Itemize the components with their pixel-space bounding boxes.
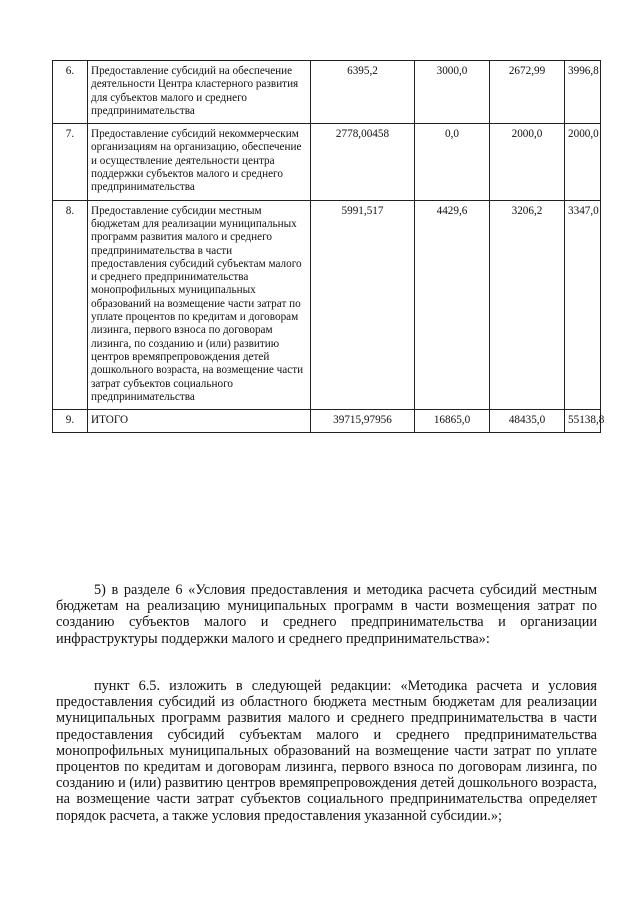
row-value-3: 48435,0 (490, 410, 565, 433)
row-value-2: 4429,6 (415, 200, 490, 409)
row-value-4: 55138,8 (565, 410, 601, 433)
amendment-paragraph (56, 678, 597, 824)
row-value-3: 2672,99 (490, 61, 565, 124)
row-value-3: 2000,0 (490, 124, 565, 200)
table-row (53, 200, 601, 409)
row-value-4: 3996,8 (565, 61, 601, 124)
row-number: 6. (53, 61, 88, 124)
row-value-1: 2778,00458 (311, 124, 415, 200)
row-number: 9. (53, 410, 88, 433)
table-row-total (53, 410, 601, 433)
row-value-3: 3206,2 (490, 200, 565, 409)
paragraph-text: 5) в разделе 6 «Условия предоставления и методика расчета субсидий местным бюджетам на реализацию муниципальных программ в части возмещения затрат по созданию субъектов малого и среднего предпринимательства и организации инфраструктуры поддержки малого и среднего предпринимательства»: (56, 582, 597, 647)
row-name: Предоставление субсидии местным бюджетам для реализации муниципальных программ развития малого и среднего предпринимательства в части предоставления субсидий субъектам малого и среднего предпринимательства монопрофильных муниципальных образований на возмещение части затрат по уплате процентов по кредитам и договорам лизинга, первого взноса по договорам лизинга, по созданию и (или) развитию центров времяпрепровождения детей дошкольного возраста, на возмещение части затрат субъектов социального предпринимательства (88, 200, 311, 409)
table-row (53, 124, 601, 200)
row-value-2: 16865,0 (415, 410, 490, 433)
row-name: ИТОГО (88, 410, 311, 433)
row-value-2: 0,0 (415, 124, 490, 200)
table-row (53, 61, 601, 124)
row-number: 8. (53, 200, 88, 409)
row-name: Предоставление субсидий на обеспечение деятельности Центра кластерного развития для субъектов малого и среднего предпринимательства (88, 61, 311, 124)
amendment-paragraph (56, 582, 597, 647)
row-value-1: 39715,97956 (311, 410, 415, 433)
row-value-1: 5991,517 (311, 200, 415, 409)
row-value-4: 2000,0 (565, 124, 601, 200)
row-number: 7. (53, 124, 88, 200)
paragraph-text: пункт 6.5. изложить в следующей редакции: «Методика расчета и условия предоставления субсидий из областного бюджета местным бюджетам для реализации муниципальных программ развития малого и среднего предпринимательства в части предоставления субсидий субъектам малого и среднего предпринимательства монопрофильных муниципальных образований на возмещение части затрат по уплате процентов по кредитам и договорам лизинга, первого взноса по договорам лизинга, по созданию и (или) развитию центров времяпрепровождения детей дошкольного возраста, на возмещение части затрат субъектов социального предпринимательства определяет порядок расчета, а также условия предоставления указанной субсидии.»; (56, 678, 597, 824)
row-value-1: 6395,2 (311, 61, 415, 124)
row-name: Предоставление субсидий некоммерческим организациям на организацию, обеспечение и осуществление деятельности центра поддержки субъектов малого и среднего предпринимательства (88, 124, 311, 200)
row-value-2: 3000,0 (415, 61, 490, 124)
row-value-4: 3347,0 (565, 200, 601, 409)
subsidies-table (52, 60, 605, 433)
